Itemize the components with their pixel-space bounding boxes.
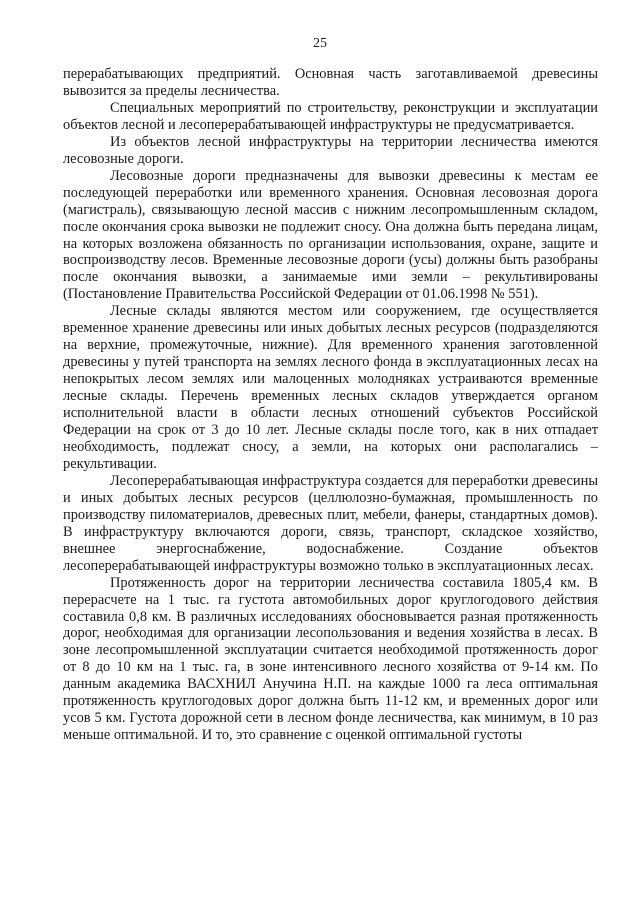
paragraph-7: Протяженность дорог на территории лесничества составила 1805,4 км. В перерасчете на 1 тыс. га густота автомобильных дорог круглогодового действия составила 0,8 км. В различных исследованиях обосновывается разная протяженность дорог, необходимая для организации лесопользования и ведения хозяйства в лесах. В зоне лесопромышленной эксплуатации считается необходимой протяженность дорог от 8 до 10 км на 1 тыс. га, в зоне интенсивного лесного хозяйства от 9-14 км. По данным академика ВАСХНИЛ Анучина Н.П. на каждые 1000 га леса оптимальная протяженность круглогодовых дорог должна быть 11-12 км, и временных дорог или усов 5 км. Густота дорожной сети в лесном фонде лесничества, как минимум, в 10 раз меньше оптимальной. И то, это сравнение с оценкой оптимальной густоты	[63, 574, 598, 744]
paragraph-4: Лесовозные дороги предназначены для вывозки древесины к местам ее последующей переработки или временного хранения. Основная лесовозная дорога (магистраль), связывающую лесной массив с нижним лесопромышленным складом, после окончания срока вывозки не подлежит сносу. Она должна быть передана лицам, на которых возложена обязанность по организации использования, охране, защите и воспроизводству лесов. Временные лесовозные дороги (усы) должны быть разобраны после окончания вывозки, а занимаемые ими земли – рекультивированы (Постановление Правительства Российской Федерации от 01.06.1998 № 551).	[63, 167, 598, 303]
document-body	[63, 66, 598, 744]
page-number: 25	[313, 36, 327, 51]
paragraph-1: перерабатывающих предприятий. Основная часть заготавливаемой древесины вывозится за пределы лесничества.	[63, 66, 598, 99]
paragraph-3: Из объектов лесной инфраструктуры на территории лесничества имеются лесовозные дороги.	[63, 133, 598, 167]
paragraph-2: Специальных мероприятий по строительству, реконструкции и эксплуатации объектов лесной и лесоперерабатывающей инфраструктуры не предусматривается.	[63, 99, 598, 133]
paragraph-5: Лесные склады являются местом или сооружением, где осуществляется временное хранение древесины или иных добытых лесных ресурсов (подразделяются на верхние, промежуточные, нижние). Для временного хранения заготовленной древесины у путей транспорта на землях лесного фонда в эксплуатационных лесах на непокрытых лесом землях или малоценных молодняках устраиваются временные лесные склады. Перечень временных лесных складов утверждается органом исполнительной власти в области лесных отношений субъектов Российской Федерации на срок от 3 до 10 лет. Лесные склады после того, как в них отпадает необходимость, подлежат сносу, а земли, на которых они располагались – рекультивации.	[63, 303, 598, 472]
paragraph-6: Лесоперерабатывающая инфраструктура создается для переработки древесины и иных добытых лесных ресурсов (целлюлозно-бумажная, промышленность по производству пиломатериалов, древесных плит, мебели, фанеры, стандартных домов). В инфраструктуру включаются дороги, связь, транспорт, складское хозяйство, внешнее энергоснабжение, водоснабжение. Создание объектов лесоперерабатывающей инфраструктуры возможно только в эксплуатационных лесах.	[63, 472, 598, 574]
